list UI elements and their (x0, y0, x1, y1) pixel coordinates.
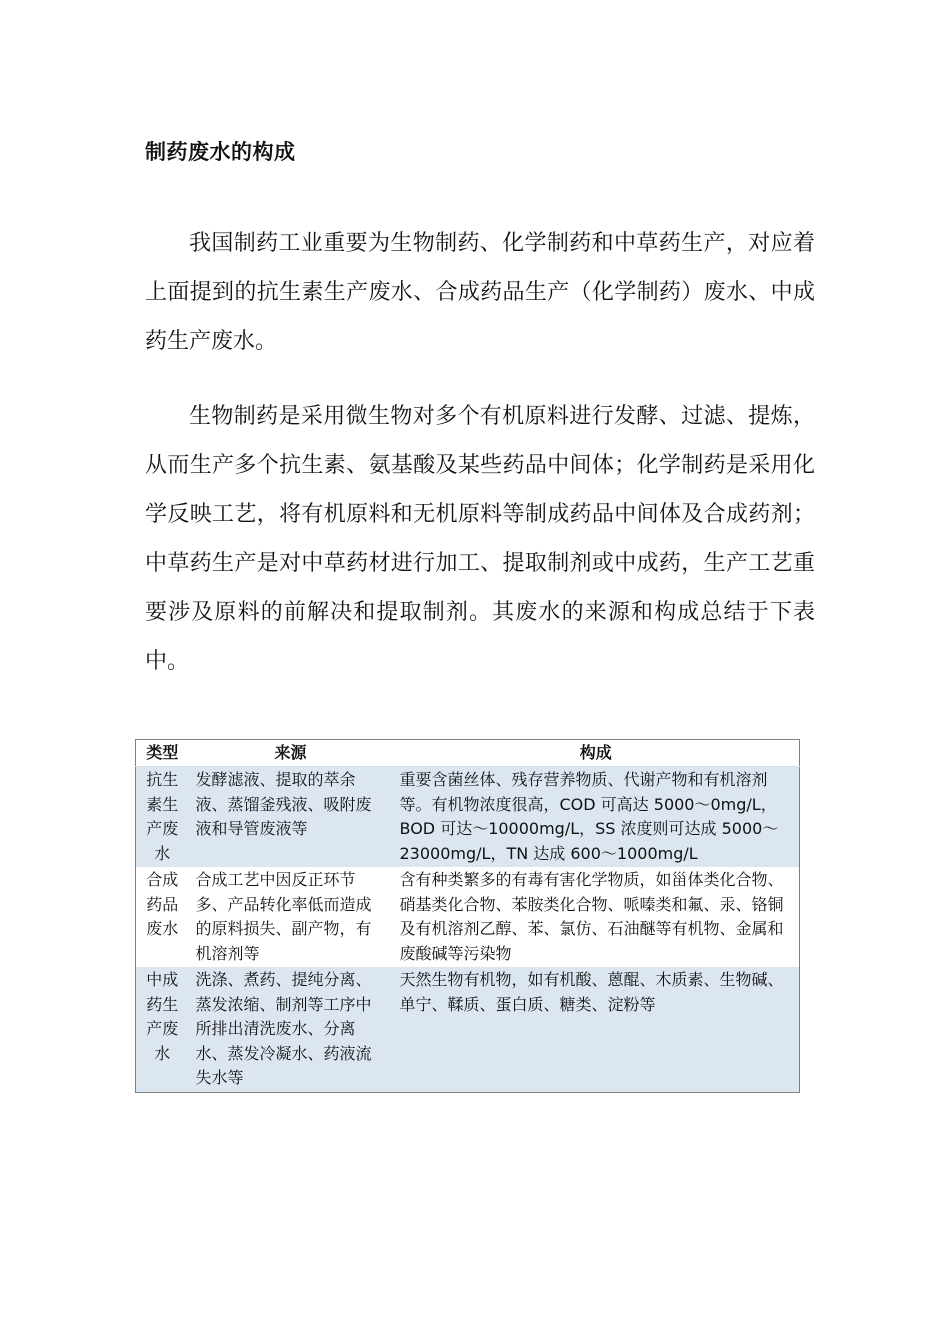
wastewater-composition-table (135, 739, 800, 1093)
cell-type: 抗生素生产废水 (136, 767, 189, 868)
cell-type: 合成药品废水 (136, 867, 189, 967)
header-composition: 构成 (393, 740, 800, 767)
cell-source: 合成工艺中因反正环节多、产品转化率低而造成的原料损失、副产物，有机溶剂等 (189, 867, 393, 967)
header-source: 来源 (189, 740, 393, 767)
document-title: 制药废水的构成 (145, 140, 296, 164)
cell-type: 中成药生产废水 (136, 967, 189, 1092)
cell-composition: 天然生物有机物，如有机酸、蒽醌、木质素、生物碱、单宁、鞣质、蛋白质、糖类、淀粉等 (393, 967, 800, 1092)
paragraph-processes: 生物制药是采用微生物对多个有机原料进行发酵、过滤、提炼，从而生产多个抗生素、氨基酸及某些药品中间体；化学制药是采用化学反映工艺，将有机原料和无机原料等制成药品中间体及合成药剂；中草药生产是对中草药材进行加工、提取制剂或中成药，生产工艺重要涉及原料的前解决和提取制剂。其废水的来源和构成总结于下表中。 (145, 404, 815, 674)
table-row (136, 967, 800, 1092)
cell-source: 洗涤、煮药、提纯分离、蒸发浓缩、制剂等工序中所排出清洗废水、分离水、蒸发冷凝水、药液流失水等 (189, 967, 393, 1092)
cell-composition: 含有种类繁多的有毒有害化学物质，如甾体类化合物、硝基类化合物、苯胺类化合物、哌嗪类和氟、汞、铬铜及有机溶剂乙醇、苯、氯仿、石油醚等有机物、金属和废酸碱等污染物 (393, 867, 800, 967)
table-header-row (136, 740, 800, 767)
paragraph-intro: 我国制药工业重要为生物制药、化学制药和中草药生产，对应着上面提到的抗生素生产废水、合成药品生产（化学制药）废水、中成药生产废水。 (145, 231, 815, 354)
table-row (136, 767, 800, 868)
cell-composition: 重要含菌丝体、残存营养物质、代谢产物和有机溶剂等。有机物浓度很高，COD 可高达 5000～0mg/L，BOD 可达～10000mg/L，SS 浓度则可达成 5000～23000mg/L，TN 达成 600～1000mg/L (393, 767, 800, 868)
cell-source: 发酵滤液、提取的萃余液、蒸馏釜残液、吸附废液和导管废液等 (189, 767, 393, 868)
table-row (136, 867, 800, 967)
header-type: 类型 (136, 740, 189, 767)
